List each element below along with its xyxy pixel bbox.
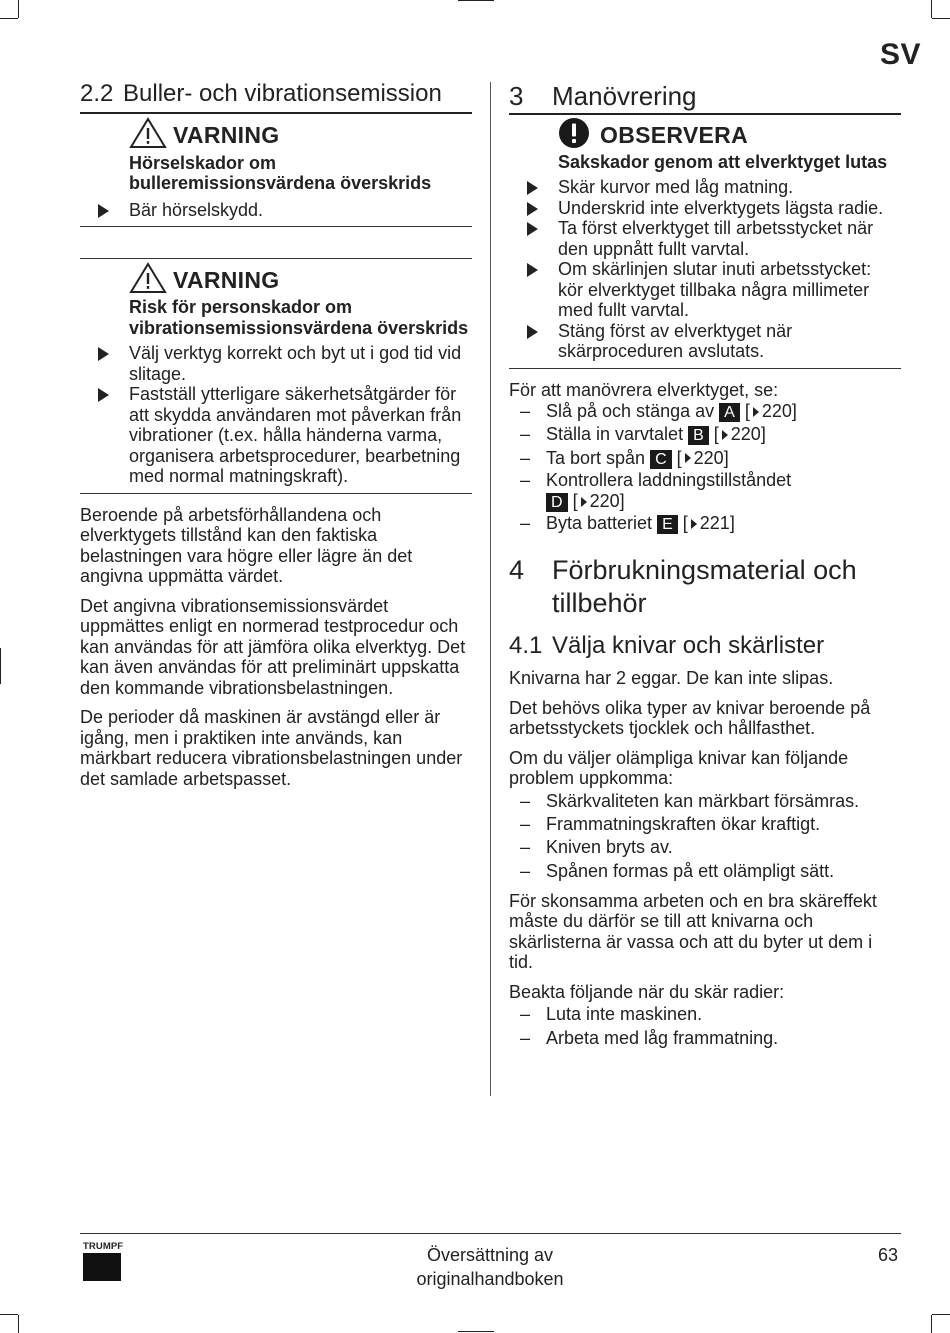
crop-mark: [18, 1315, 19, 1333]
paragraph: De perioder då maskinen är avstängd eller är igång, men i praktiken inte används, kan märkbart reducera vibrationsbelastningen under det samlade arbetspasset.: [80, 707, 463, 789]
crop-mark: [0, 18, 18, 19]
section-title: Buller- och vibrationsemission: [123, 80, 442, 107]
crop-mark: [931, 0, 932, 18]
list-item: [80, 200, 472, 221]
list-item-text: Skär kurvor med låg matning.: [558, 177, 794, 197]
section-title: Förbrukningsmaterial och tillbehör: [552, 555, 857, 619]
section-heading: [509, 80, 901, 112]
crop-mark: [0, 648, 1, 684]
list-item: [509, 259, 901, 321]
list-item: [80, 384, 472, 487]
notice-header: [558, 121, 901, 151]
page-ref-link[interactable]: 220: [693, 447, 724, 468]
section-number: 3: [509, 81, 524, 111]
list-item: – Skärkvaliteten kan märkbart försämras.: [520, 790, 860, 811]
warning-title: VARNING: [173, 122, 280, 148]
notice-box: [509, 121, 901, 362]
list-item: – Kontrollera laddningstillståndet D [ 220]: [520, 469, 792, 511]
crop-mark: [932, 1314, 950, 1315]
column-divider: [490, 82, 491, 1096]
list-item-text: Ta bort spån: [546, 447, 646, 468]
radii-list: [509, 1003, 901, 1050]
warning-title: VARNING: [173, 266, 280, 293]
operate-list: [509, 400, 901, 535]
list-item-text: Kniven bryts av.: [546, 837, 673, 858]
page-ref-arrow-icon: [691, 519, 697, 529]
warning-triangle-icon: [129, 262, 167, 299]
left-column: [80, 80, 472, 789]
page-ref-arrow-icon: [581, 497, 587, 507]
list-item: [509, 177, 901, 198]
section-heading: [80, 80, 472, 108]
section-number: 2.2: [80, 80, 114, 107]
crop-mark: [932, 18, 950, 19]
crop-mark: [458, 1331, 494, 1332]
list-item: – Frammatningskraften ökar kraftigt.: [520, 813, 821, 834]
right-column: [509, 80, 901, 1050]
notice-list: [509, 177, 901, 362]
heading-rule: [80, 112, 472, 114]
warning-header: [129, 121, 472, 151]
brand-logo-mark: [83, 1253, 121, 1281]
warning-rule: [80, 258, 472, 259]
notice-title: OBSERVERA: [600, 122, 748, 148]
warning-box: [80, 121, 472, 221]
subsection-heading: [509, 632, 901, 660]
paragraph: Knivarna har 2 eggar. De kan inte slipas.: [509, 668, 834, 689]
paragraph: Om du väljer olämpliga knivar kan följande problem uppkomma:: [509, 747, 849, 789]
paragraph: Beakta följande när du skär radier:: [509, 981, 785, 1002]
section-heading: [509, 554, 901, 620]
figure-key-badge: E: [657, 515, 678, 534]
paragraph: Det behövs olika typer av knivar beroende på arbetsstyckets tjocklek och hållfasthet.: [509, 697, 871, 739]
list-item-text: Luta inte maskinen.: [546, 1004, 703, 1025]
list-item: – Kniven bryts av.: [520, 837, 673, 858]
list-item: – Byta batteriet E [ 221]: [520, 512, 735, 533]
page-ref-arrow-icon: [722, 430, 728, 440]
triangle-bullet-icon: [527, 325, 538, 339]
list-item-text: Bär hörselskydd.: [129, 199, 264, 220]
list-item-text: Skärkvaliteten kan märkbart försämras.: [546, 790, 860, 811]
heading-rule: [509, 113, 901, 115]
list-item: [509, 198, 901, 219]
list-item-text: Ta först elverktyget till arbetsstycket när den uppnått fullt varvtal.: [558, 218, 874, 259]
notice-rule: [509, 368, 901, 369]
page-ref-link[interactable]: 220: [761, 401, 792, 421]
section-title: Välja knivar och skärlister: [552, 632, 825, 660]
warning-list: [80, 200, 472, 221]
list-item: [80, 343, 472, 384]
list-item-text: Välj verktyg korrekt och byt ut i god tid vid slitage.: [129, 343, 462, 384]
paragraph: Det angivna vibrationsemissionsvärdet uppmättes enligt en normerad testprocedur och kan användas för att jämföra olika elverktyg. Det kan även användas för att preliminärt uppskatta den kommande vibrationsbelastningen.: [80, 595, 466, 698]
list-item: [509, 218, 901, 259]
warning-list: [80, 343, 472, 487]
figure-key-badge: C: [650, 450, 672, 469]
figure-key-badge: D: [546, 493, 568, 512]
list-item-text: Spånen formas på ett olämpligt sätt.: [546, 860, 835, 881]
warning-triangle-icon: [129, 117, 167, 154]
problem-list: [509, 790, 901, 883]
list-item: – Ta bort spån C [ 220]: [520, 447, 729, 468]
triangle-bullet-icon: [98, 347, 109, 361]
triangle-bullet-icon: [527, 222, 538, 236]
notice-subtitle: Sakskador genom att elverktyget lutas: [558, 151, 888, 172]
page-ref-arrow-icon: [753, 407, 759, 417]
section-number: 4.1: [509, 632, 543, 660]
list-item-text: Arbeta med låg frammatning.: [546, 1027, 779, 1048]
section-number: 4: [509, 555, 525, 586]
crop-mark: [931, 1315, 932, 1333]
page-number: 63: [877, 1245, 898, 1265]
page-ref-link[interactable]: 220: [589, 490, 620, 511]
warning-subtitle: Hörselskador om bulleremissionsvärdena överskrids: [129, 152, 432, 193]
list-item-text: Underskrid inte elverktygets lägsta radie.: [558, 197, 884, 218]
language-label: SV: [880, 38, 922, 71]
figure-key-badge: B: [688, 426, 709, 445]
list-item-text: Kontrollera laddningstillståndet: [546, 469, 792, 490]
list-item: – Luta inte maskinen.: [520, 1004, 703, 1025]
crop-mark: [18, 0, 19, 18]
warning-box: [80, 265, 472, 487]
list-item: – Arbeta med låg frammatning.: [520, 1027, 779, 1048]
triangle-bullet-icon: [98, 388, 109, 402]
crop-mark: [0, 1314, 18, 1315]
page-ref-arrow-icon: [685, 453, 691, 463]
exclamation-icon: [558, 117, 590, 154]
paragraph: För att manövrera elverktyget, se:: [509, 379, 779, 400]
list-item: – Ställa in varvtalet B [ 220]: [520, 424, 766, 445]
list-item-text: Ställa in varvtalet: [546, 424, 684, 445]
paragraph: För skonsamma arbeten och en bra skäreffekt måste du därför se till att knivarna och skärlisterna är vassa och att du byter ut dem i tid.: [509, 890, 877, 973]
list-item-text: Stäng först av elverktyget när skärproceduren avslutats.: [558, 320, 793, 361]
triangle-bullet-icon: [98, 204, 109, 218]
warning-rule: [80, 493, 472, 494]
list-item: [509, 321, 901, 362]
list-item: – Slå på och stänga av A [ 220]: [520, 401, 797, 421]
list-item: – Spånen formas på ett olämpligt sätt.: [520, 860, 835, 881]
list-item-text: Om skärlinjen slutar inuti arbetsstycket: kör elverktyget tillbaka några millimeter med fullt varvtal.: [558, 259, 872, 320]
section-title: Manövrering: [552, 81, 697, 111]
footer-title: Översättning av originalhandboken: [416, 1245, 564, 1289]
list-item-text: Fastställ ytterligare säkerhetsåtgärder för att skydda användaren mot påverkan från vibrationer (t.ex. hålla händerna varma, organisera arbetsprocedurer, bearbetning med normal matningskraft).: [129, 384, 462, 486]
page-ref-link[interactable]: 220: [730, 424, 761, 445]
brand-logo-text: TRUMPF: [83, 1241, 124, 1252]
list-item-text: Slå på och stänga av: [546, 401, 715, 421]
page-ref-link[interactable]: 221: [699, 512, 730, 533]
list-item-text: Byta batteriet: [546, 512, 653, 533]
warning-subtitle: Risk för personskador om vibrationsemissionsvärdena överskrids: [129, 297, 469, 338]
warning-header: [129, 265, 472, 295]
triangle-bullet-icon: [527, 202, 538, 216]
list-item-text: Frammatningskraften ökar kraftigt.: [546, 813, 821, 834]
triangle-bullet-icon: [527, 263, 538, 277]
warning-rule: [80, 226, 472, 227]
figure-key-badge: A: [719, 403, 740, 422]
triangle-bullet-icon: [527, 181, 538, 195]
footer-rule: [80, 1233, 901, 1234]
paragraph: Beroende på arbetsförhållandena och elverktygets tillstånd kan den faktiska belastningen vara högre eller lägre än det angivna uppmätta värdet.: [80, 504, 413, 586]
crop-mark: [458, 0, 494, 1]
